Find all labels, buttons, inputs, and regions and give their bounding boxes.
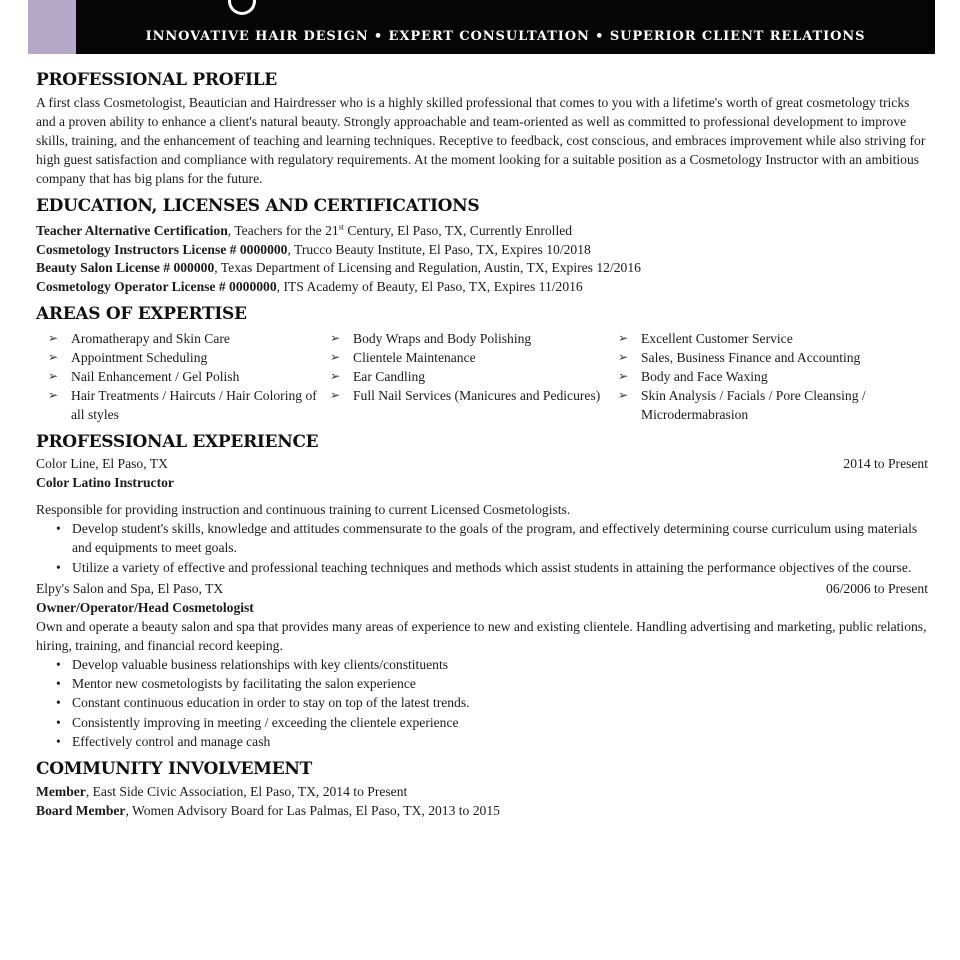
arrow-bullet-icon: ➢ [618, 388, 629, 402]
banner-tagline: INNOVATIVE HAIR DESIGN • EXPERT CONSULTATION • SUPERIOR CLIENT RELATIONS [145, 29, 866, 44]
resume-body [36, 70, 928, 828]
expertise-item-label: Hair Treatments / Haircuts / Hair Coloring of all styles [71, 388, 317, 422]
bullet-dot-icon: • [56, 521, 61, 536]
experience-section [36, 432, 928, 751]
education-item-title: Cosmetology Operator License # 0000000 [36, 278, 277, 294]
job-bullet-text: Consistently improving in meeting / exceeding the clientele experience [72, 714, 459, 730]
expertise-item-label: Clientele Maintenance [353, 350, 476, 365]
education-item-detail: , Texas Department of Licensing and Regulation, Austin, TX, Expires 12/2016 [214, 260, 641, 275]
job-bullet [56, 655, 928, 674]
job-bullet-text: Constant continuous education in order to stay on top of the latest trends. [72, 695, 470, 711]
arrow-bullet-icon: ➢ [48, 350, 59, 364]
job-bullet [56, 674, 928, 693]
section-heading-profile: PROFESSIONAL PROFILE [36, 70, 277, 90]
expertise-item [618, 367, 918, 386]
job-bullet-text: Develop valuable business relationships with key clients/constituents [72, 656, 449, 672]
expertise-item-label: Aromatherapy and Skin Care [71, 331, 230, 346]
section-heading-community: COMMUNITY INVOLVEMENT [36, 759, 312, 780]
job-summary: Responsible for providing instruction and continuous training to current Licensed Cosmetologists. [36, 502, 571, 517]
job-bullet [56, 693, 928, 712]
expertise-item-label: Appointment Scheduling [71, 350, 208, 365]
expertise-item-label: Ear Candling [353, 369, 426, 384]
job-bullet [56, 558, 928, 577]
expertise-item [48, 348, 330, 367]
expertise-item [330, 348, 618, 367]
job-dates: 06/2006 to Present [826, 580, 928, 596]
expertise-item-label: Excellent Customer Service [641, 331, 793, 346]
job-bullets [56, 519, 928, 577]
expertise-item [330, 386, 618, 405]
arrow-bullet-icon: ➢ [48, 388, 59, 402]
arrow-bullet-icon: ➢ [330, 388, 341, 402]
community-list [36, 783, 928, 820]
section-heading-experience: PROFESSIONAL EXPERIENCE [36, 432, 319, 452]
education-item-detail: Century, El Paso, TX, Currently Enrolled [344, 223, 573, 238]
community-role: Member [36, 784, 86, 800]
job-bullet-text: Mentor new cosmetologists by facilitating the salon experience [72, 676, 416, 692]
expertise-item [48, 386, 330, 424]
ordinal-suffix: st [338, 222, 345, 232]
community-section [36, 759, 928, 820]
bullet-dot-icon: • [56, 695, 61, 711]
job-bullets [56, 655, 928, 751]
arrow-bullet-icon: ➢ [618, 350, 629, 364]
expertise-item-label: Body and Face Waxing [641, 369, 768, 384]
expertise-column [330, 329, 618, 424]
job-bullet [56, 519, 928, 558]
bullet-dot-icon: • [56, 714, 61, 730]
job-header [36, 579, 928, 598]
expertise-item [48, 329, 330, 348]
expertise-column [618, 329, 918, 424]
education-item-title: Beauty Salon License # 000000 [36, 260, 215, 275]
education-list [36, 222, 928, 296]
education-item [36, 222, 928, 241]
community-item [36, 802, 928, 821]
education-item-title: Cosmetology Instructors License # 0000000 [36, 241, 288, 257]
bullet-dot-icon: • [56, 559, 61, 575]
arrow-bullet-icon: ➢ [48, 331, 59, 345]
education-section [36, 196, 928, 296]
expertise-grid [36, 329, 928, 424]
arrow-bullet-icon: ➢ [618, 331, 629, 345]
education-item-detail: , Teachers for the 21 [227, 223, 339, 238]
job-bullet [56, 713, 928, 732]
arrow-bullet-icon: ➢ [618, 369, 629, 383]
education-item-detail: , ITS Academy of Beauty, El Paso, TX, Expires 11/2016 [276, 278, 583, 294]
bullet-dot-icon: • [56, 676, 61, 692]
expertise-item-label: Full Nail Services (Manicures and Pedicures) [353, 388, 601, 403]
bullet-dot-icon: • [56, 656, 61, 672]
expertise-item-label: Nail Enhancement / Gel Polish [71, 369, 240, 384]
community-role: Board Member [36, 802, 126, 818]
profile-paragraph: A first class Cosmetologist, Beautician and Hairdresser who is a highly skilled professional that comes to you with a lifetime's worth of great cosmetology tricks and a proven ability to enhance a client's natural beauty. Strongly approachable and team-oriented as well as committed to professional development to improve skills, training, and the enhancement of teaching and learning techniques. Receptive to feedback, cost conscious, and embraces improvement while also striving for high guest satisfaction and compliance with regulatory requirements. At the moment looking for a suitable position as a Cosmetology Instructor with an ambitious company that has big plans for the future. [36, 95, 926, 186]
header-banner [28, 0, 935, 54]
banner-accent-bar [28, 0, 76, 54]
section-heading-education: EDUCATION, LICENSES AND CERTIFICATIONS [36, 196, 480, 216]
job-entry [36, 454, 928, 577]
job-bullet-text: Effectively control and manage cash [72, 734, 271, 750]
expertise-item-label: Sales, Business Finance and Accounting [641, 350, 861, 365]
job-company: Elpy's Salon and Spa, El Paso, TX [36, 580, 224, 596]
arrow-bullet-icon: ➢ [48, 369, 59, 383]
name-script-fragment [228, 0, 256, 15]
arrow-bullet-icon: ➢ [330, 331, 341, 345]
job-company: Color Line, El Paso, TX [36, 456, 168, 471]
arrow-bullet-icon: ➢ [330, 350, 341, 364]
education-item [36, 259, 928, 278]
education-item [36, 278, 928, 297]
job-bullet [56, 732, 928, 751]
expertise-section [36, 304, 928, 424]
job-title: Owner/Operator/Head Cosmetologist [36, 599, 254, 615]
expertise-item [330, 329, 618, 348]
job-entry [36, 579, 928, 751]
profile-section [36, 70, 928, 188]
expertise-item-label: Body Wraps and Body Polishing [353, 331, 532, 346]
job-bullet-text: Utilize a variety of effective and professional teaching techniques and methods which assist students in attaining the performance objectives of the course. [72, 559, 912, 575]
arrow-bullet-icon: ➢ [330, 369, 341, 383]
job-title: Color Latino Instructor [36, 475, 174, 490]
section-heading-expertise: AREAS OF EXPERTISE [36, 304, 247, 324]
education-item [36, 241, 928, 260]
community-detail: , East Side Civic Association, El Paso, TX, 2014 to Present [85, 784, 408, 800]
job-dates: 2014 to Present [843, 456, 928, 471]
expertise-item [48, 367, 330, 386]
expertise-item-label: Skin Analysis / Facials / Pore Cleansing / Microdermabrasion [641, 388, 866, 422]
community-item [36, 783, 928, 802]
expertise-column [48, 329, 330, 424]
bullet-dot-icon: • [56, 734, 61, 750]
expertise-item [618, 348, 918, 367]
job-bullet-text: Develop student's skills, knowledge and attitudes commensurate to the goals of the program, and effectively determining course curriculum using materials and equipments to meet goals. [72, 521, 918, 556]
expertise-item [618, 386, 918, 424]
job-summary: Own and operate a beauty salon and spa that provides many areas of experience to new and existing clientele. Handling advertising and marketing, public relations, hiring, training, and financial record keeping. [36, 618, 927, 653]
expertise-item [330, 367, 618, 386]
community-detail: , Women Advisory Board for Las Palmas, El Paso, TX, 2013 to 2015 [125, 802, 500, 818]
expertise-item [618, 329, 918, 348]
job-header [36, 454, 928, 473]
education-item-detail: , Trucco Beauty Institute, El Paso, TX, Expires 10/2018 [287, 241, 591, 257]
education-item-title: Teacher Alternative Certification [36, 223, 228, 238]
